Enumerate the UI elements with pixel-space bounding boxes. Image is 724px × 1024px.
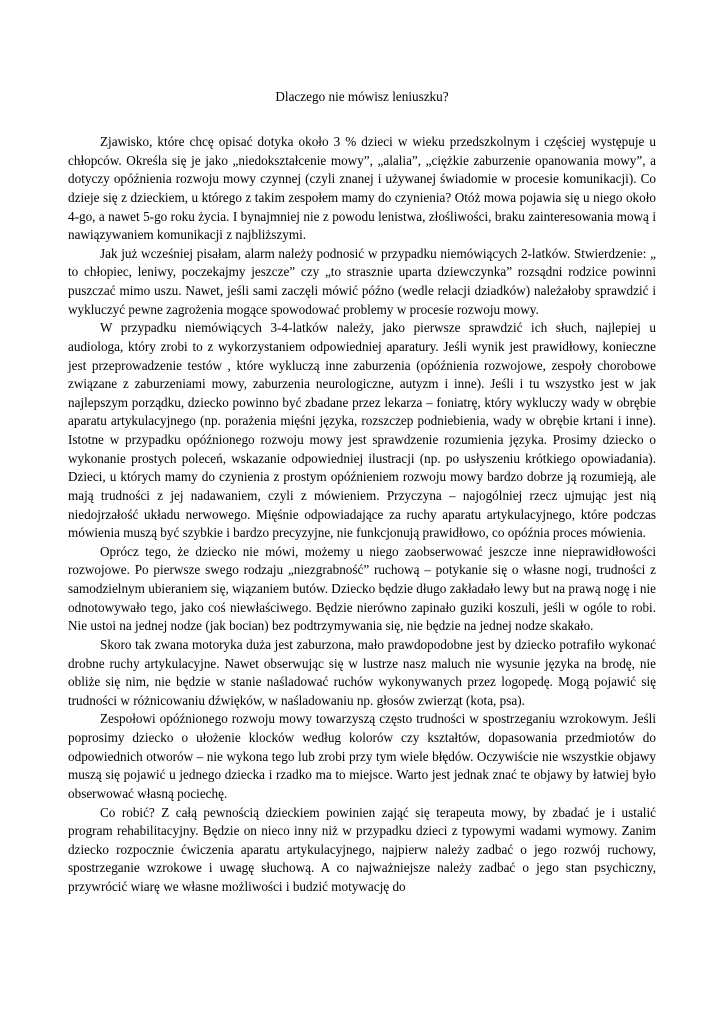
paragraph: Zespołowi opóźnionego rozwoju mowy towarzyszą często trudności w spostrzeganiu wzrokowym. Jeśli poprosimy dziecko o ułożenie klocków według kolorów czy kształtów, dopasowania przedmiotów do odpowiednich otworów – nie wykona tego lub zrobi przy tym wiele błędów. Oczywiście nie wszystkie objawy muszą się pojawić u jednego dziecka i rzadko ma to miejsce. Warto jest jednak znać te objawy by łatwiej było obserwować własną pociechę. [68, 711, 656, 801]
paragraph: Co robić? Z całą pewnością dzieckiem powinien zająć się terapeuta mowy, by zbadać je i ustalić program rehabilitacyjny. Będzie on nieco inny niż w przypadku dzieci z typowymi wadami wymowy. Zanim dziecko rozpocznie ćwiczenia aparatu artykulacyjnego, najpierw należy zadbać o jego rozwój ruchowy, spostrzeganie wzrokowe i uwagę słuchową. A co najważniejsze należy zadbać o jego stan psychiczny, przywrócić wiarę we własne możliwości i budzić motywację do [68, 804, 656, 894]
document-body [68, 133, 656, 897]
paragraph: Zjawisko, które chcę opisać dotyka około 3 % dzieci w wieku przedszkolnym i częściej występuje u chłopców. Określa się je jako „niedokształcenie mowy”, „alalia”, „ciężkie zaburzenie opanowania mowy”, a dotyczy opóźnienia rozwoju mowy czynnej (czyli znanej i używanej świadomie w procesie komunikacji). Co dzieje się z dzieckiem, u którego z takim zespołem mamy do czynienia? Otóż mowa pojawia się u niego około 4-go, a nawet 5-go roku życia. I bynajmniej nie z powodu lenistwa, złośliwości, braku zainteresowania mową i nawiązywaniem komunikacji z najbliższymi. [68, 134, 656, 243]
paragraph: W przypadku niemówiących 3-4-latków należy, jako pierwsze sprawdzić ich słuch, najlepiej u audiologa, który zrobi to z wykorzystaniem odpowiedniej aparatury. Jeśli wynik jest prawidłowy, konieczne jest przeprowadzenie testów , które wykluczą inne zaburzenia (opóźnienia rozwojowe, zespoły chorobowe związane z zaburzeniami mowy, zaburzenia neurologiczne, autyzm i inne). Jeśli i tu wszystko jest w jak najlepszym porządku, dziecko powinno być zbadane przez lekarza – foniatrę, który wykluczy wady w obrębie aparatu artykulacyjnego (np. porażenia mięśni języka, rozszczep podniebienia, wady w obrębie krtani i inne). Istotne w przypadku opóźnionego rozwoju mowy jest sprawdzenie rozumienia języka. Prosimy dziecko o wykonanie prostych poleceń, wskazanie odpowiedniej ilustracji (np. po usłyszeniu krótkiego opowiadania). Dzieci, u których mamy do czynienia z prostym opóźnieniem rozwoju mowy bardzo dobrze ją rozumieją, ale mają trudności z jej nadawaniem, czyli z mówieniem. Przyczyna – najogólniej rzecz ujmując jest nią niedojrzałość układu nerwowego. Mięśnie odpowiadające za ruchy aparatu artykulacyjnego, które podczas mówienia muszą być szybkie i bardzo precyzyjne, nie funkcjonują prawidłowo, co opóźnia proces mówienia. [68, 320, 656, 541]
paragraph: Oprócz tego, że dziecko nie mówi, możemy u niego zaobserwować jeszcze inne nieprawidłowości rozwojowe. Po pierwsze swego rodzaju „niezgrabność” ruchową – potykanie się o własne nogi, trudności z samodzielnym ubieraniem się, wiązaniem butów. Dziecko będzie długo zakładało lewy but na prawą nogę i nie odnotowywało tego, jako coś niewłaściwego. Będzie nierówno zapinało guziki koszuli, jeśli w ogóle to robi. Nie ustoi na jednej nodze (jak bocian) bez podtrzymywania się, nie będzie na jednej nodze skakało. [68, 543, 656, 634]
paragraph: Jak już wcześniej pisałam, alarm należy podnosić w przypadku niemówiących 2-latków. Stwierdzenie: „ to chłopiec, leniwy, poczekajmy jeszcze” czy „to strasznie uparta dziewczynka” rozsądni rodzice powinni puszczać mimo uszu. Nawet, jeśli sami zaczęli mówić późno (wedle relacji dziadków) należałoby sprawdzić i wykluczyć pewne zagrożenia mogące spowodować problemy w procesie rozwoju mowy. [68, 245, 656, 317]
document-title: Dlaczego nie mówisz leniuszku? [275, 89, 449, 104]
paragraph: Skoro tak zwana motoryka duża jest zaburzona, mało prawdopodobne jest by dziecko potrafiło wykonać drobne ruchy artykulacyjne. Nawet obserwując się w lustrze nasz maluch nie wysunie języka na brodę, nie obliże się nim, nie będzie w stanie naśladować ruchów wykonywanych przez logopedę. Mogą pojawić się trudności w różnicowaniu dźwięków, w naśladowaniu np. głosów zwierząt (kota, psa). [68, 636, 656, 708]
